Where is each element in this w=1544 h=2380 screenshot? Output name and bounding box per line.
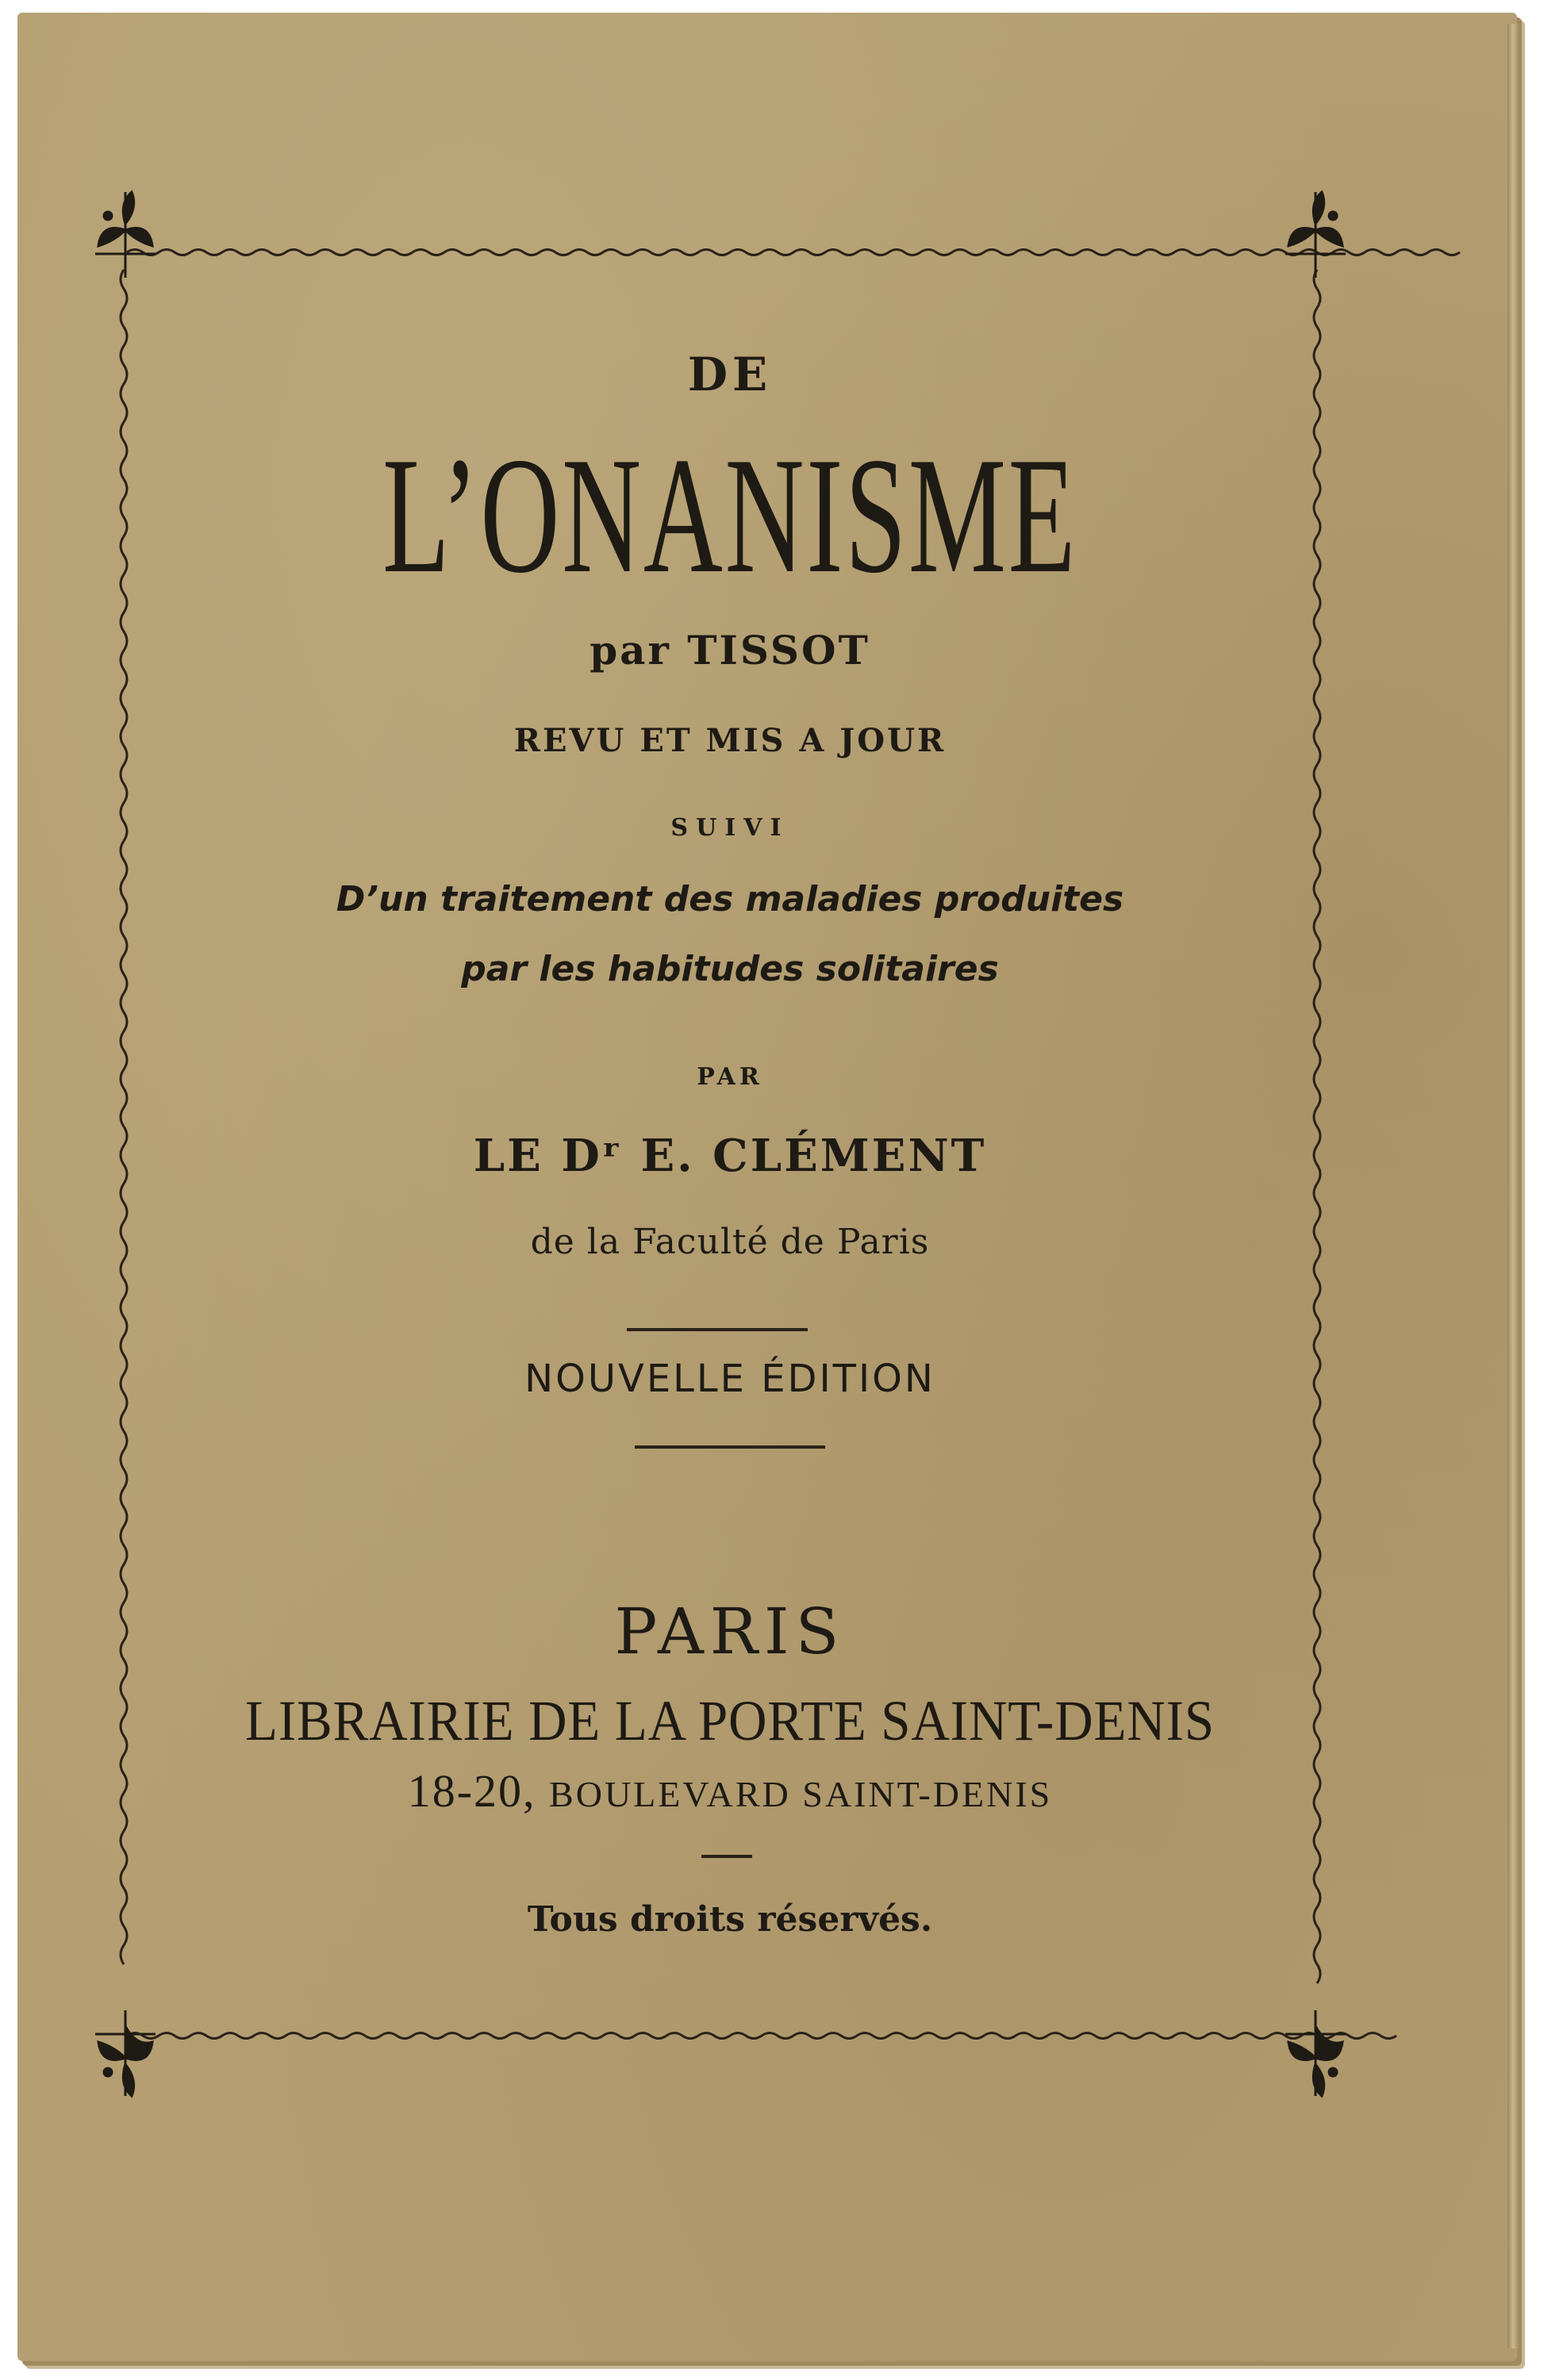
publisher-name: LIBRAIRIE DE LA PORTE SAINT-DENIS — [244, 1689, 1216, 1752]
publisher-address — [127, 1764, 1333, 1818]
editor-author: LE Dʳ E. CLÉMENT — [473, 1130, 987, 1182]
subtitle-line-2: par les habitudes solitaires — [461, 949, 999, 989]
border-right — [1314, 270, 1320, 1983]
fleuron-icon — [95, 2010, 156, 2096]
fleuron-icon — [1285, 192, 1346, 278]
followed-by: SUIVI — [670, 814, 789, 842]
revision-note: REVU ET MIS A JOUR — [513, 722, 947, 759]
border-left — [121, 270, 127, 1964]
subtitle-line-1: D’un traitement des maladies produites — [336, 879, 1124, 919]
address-number: 18-20, — [407, 1765, 536, 1817]
edition-label: NOUVELLE ÉDITION — [524, 1357, 935, 1401]
fleuron-icon — [1285, 2010, 1346, 2096]
original-author: par TISSOT — [590, 627, 870, 674]
publication-city: PARIS — [614, 1595, 846, 1668]
title-preposition: DE — [687, 347, 773, 401]
fleuron-icon — [95, 192, 156, 278]
rights-notice: Tous droits réservés. — [527, 1899, 933, 1940]
border-bottom — [127, 2033, 1396, 2039]
by-label: PAR — [697, 1063, 763, 1091]
author-affiliation: de la Faculté de Paris — [530, 1222, 930, 1262]
address-street: BOULEVARD SAINT-DENIS — [549, 1774, 1053, 1814]
border-top — [127, 250, 1460, 255]
book-title: L’ONANISME — [382, 424, 1078, 608]
